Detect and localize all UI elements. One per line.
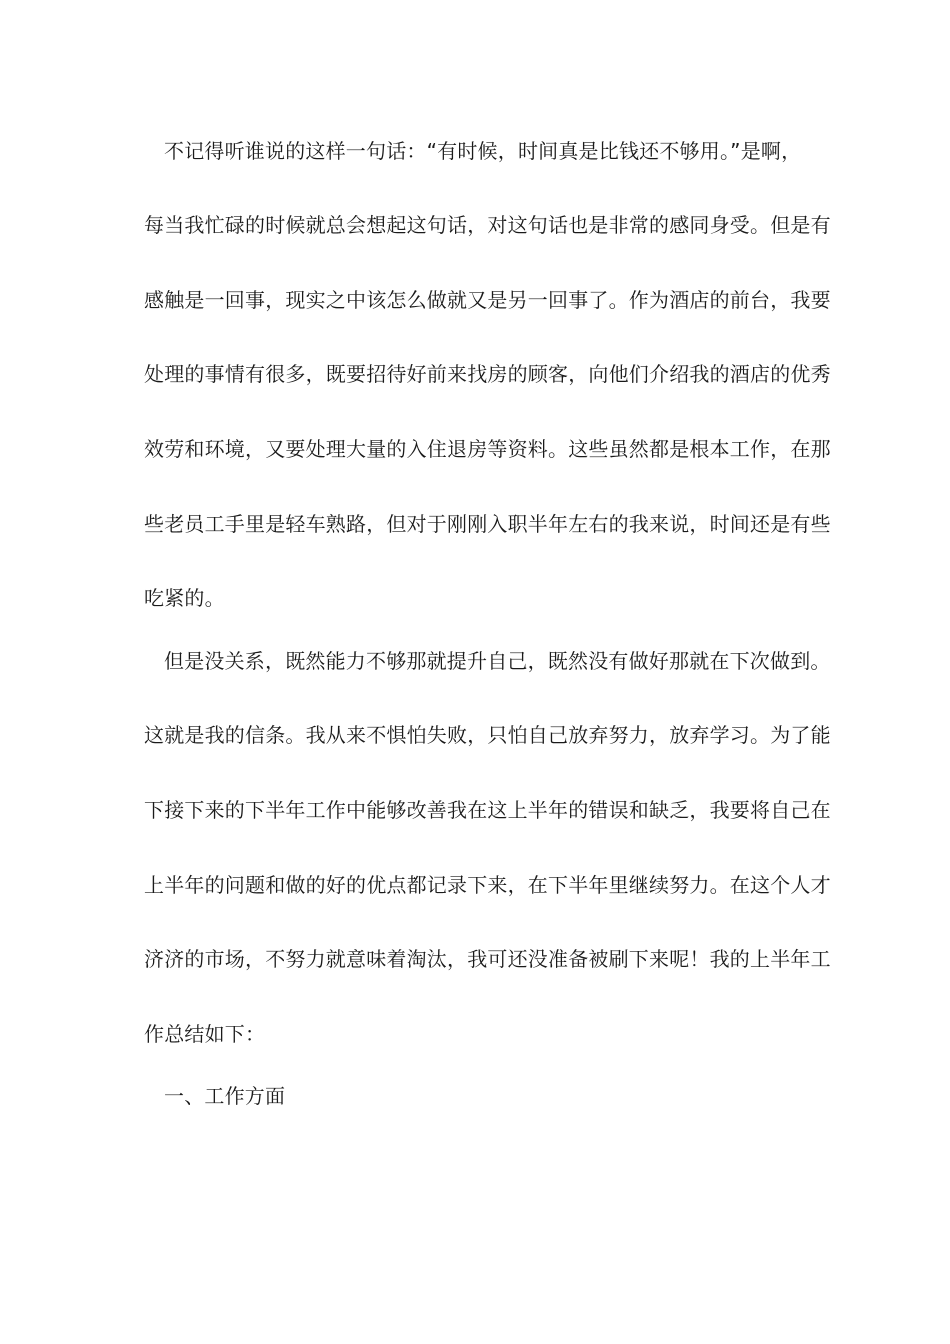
paragraph-line: 不记得听谁说的这样一句话：“有时候，时间真是比钱还不够用。”是啊，: [164, 139, 802, 163]
paragraph-line: 效劳和环境，又要处理大量的入住退房等资料。这些虽然都是根本工作，在那: [144, 437, 831, 461]
paragraph-line: 作总结如下：: [144, 1022, 266, 1046]
paragraph-line: 但是没关系，既然能力不够那就提升自己，既然没有做好那就在下次做到。: [164, 649, 831, 673]
paragraph-line: 下接下来的下半年工作中能够改善我在这上半年的错误和缺乏，我要将自己在: [144, 798, 831, 822]
paragraph-line: 处理的事情有很多，既要招待好前来找房的顾客，向他们介绍我的酒店的优秀: [144, 362, 831, 386]
paragraph-line: 吃紧的。: [144, 586, 225, 610]
paragraph-line: 上半年的问题和做的好的优点都记录下来，在下半年里继续努力。在这个人才: [144, 873, 831, 897]
paragraph-line: 每当我忙碌的时候就总会想起这句话，对这句话也是非常的感同身受。但是有: [144, 213, 831, 237]
paragraph-line: 感触是一回事，现实之中该怎么做就又是另一回事了。作为酒店的前台，我要: [144, 288, 831, 312]
paragraph-line: 些老员工手里是轻车熟路，但对于刚刚入职半年左右的我来说，时间还是有些: [144, 512, 831, 536]
paragraph-line: 这就是我的信条。我从来不惧怕失败，只怕自己放弃努力，放弃学习。为了能: [144, 723, 831, 747]
paragraph-line: 济济的市场，不努力就意味着淘汰，我可还没准备被刷下来呢！我的上半年工: [144, 947, 831, 971]
section-heading: 一、工作方面: [164, 1084, 286, 1108]
